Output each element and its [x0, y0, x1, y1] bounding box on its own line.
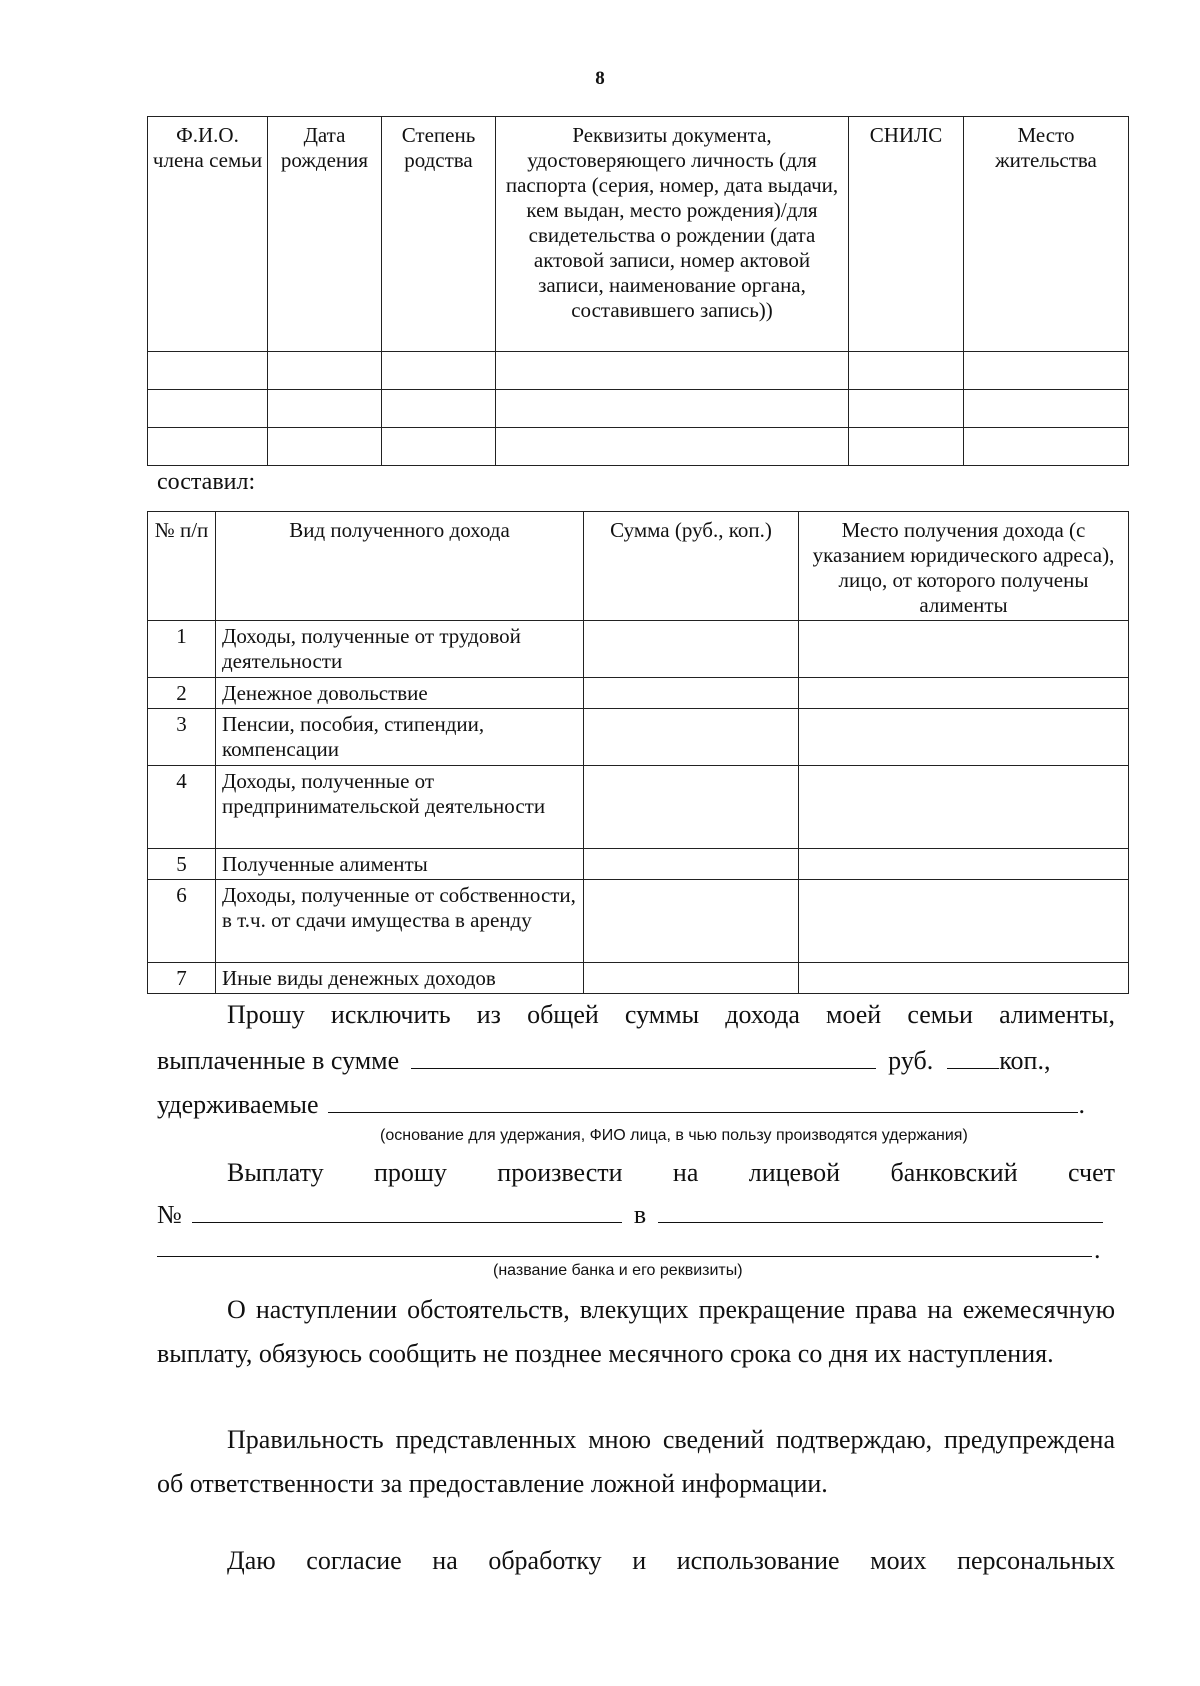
header-id-document: Реквизиты документа, удостоверяющего личность (для паспорта (серия, номер, дата выдачи, кем выдан, место рождения)/для свидетельства о рождении (дата актовой записи, номер актовой записи, наименование органа, составившего запись))	[496, 117, 849, 352]
row-number: 5	[148, 849, 216, 880]
header-birth-date: Дата рождения	[268, 117, 382, 352]
bank-caption: (название банка и его реквизиты)	[493, 1262, 743, 1279]
income-table	[147, 511, 1129, 994]
empty-cell[interactable]	[268, 352, 382, 390]
header-income-source: Место получения дохода (с указанием юридического адреса), лицо, от которого получены алименты	[799, 512, 1129, 621]
empty-cell[interactable]	[964, 390, 1129, 428]
account-number-field[interactable]	[192, 1198, 622, 1223]
row-number: 3	[148, 709, 216, 766]
empty-cell[interactable]	[496, 428, 849, 466]
row-number: 7	[148, 963, 216, 994]
empty-cell[interactable]	[496, 390, 849, 428]
source-cell[interactable]	[799, 709, 1129, 766]
kop-label: коп.,	[999, 1046, 1051, 1075]
alimony-amount-field[interactable]	[411, 1044, 876, 1069]
amount-cell[interactable]	[584, 963, 799, 994]
payment-request-line: Выплату прошу произвести на лицевой банковский счет	[227, 1158, 1115, 1187]
amount-cell[interactable]	[584, 766, 799, 849]
withheld-caption: (основание для удержания, ФИО лица, в чью пользу производятся удержания)	[380, 1127, 968, 1144]
header-amount: Сумма (руб., коп.)	[584, 512, 799, 621]
alimony-request-line: Прошу исключить из общей суммы дохода моей семьи алименты,	[227, 1000, 1115, 1029]
header-income-type: Вид полученного дохода	[216, 512, 584, 621]
rub-label: руб.	[888, 1046, 934, 1075]
table-row	[148, 621, 1129, 678]
header-snils: СНИЛС	[849, 117, 964, 352]
family-table-header-row	[148, 117, 1129, 352]
consent-paragraph: Даю согласие на обработку и использование моих персональных	[227, 1546, 1115, 1575]
amount-cell[interactable]	[584, 678, 799, 709]
income-type: Доходы, полученные от трудовой деятельности	[216, 621, 584, 678]
withheld-label: удерживаемые	[157, 1090, 319, 1119]
empty-cell[interactable]	[496, 352, 849, 390]
amount-cell[interactable]	[584, 880, 799, 963]
empty-cell[interactable]	[849, 390, 964, 428]
withheld-basis-field[interactable]	[328, 1088, 1078, 1113]
source-cell[interactable]	[799, 963, 1129, 994]
amount-cell[interactable]	[584, 709, 799, 766]
page-number: 8	[595, 68, 605, 89]
income-type: Доходы, полученные от предпринимательской деятельности	[216, 766, 584, 849]
header-relation: Степень родства	[382, 117, 496, 352]
source-cell[interactable]	[799, 678, 1129, 709]
empty-cell[interactable]	[849, 428, 964, 466]
in-label: в	[633, 1200, 647, 1229]
table-row	[148, 352, 1129, 390]
composed-label: составил:	[157, 469, 256, 495]
account-line	[157, 1198, 1115, 1230]
notify-paragraph: О наступлении обстоятельств, влекущих прекращение права на ежемесячную выплату, обязуюсь сообщить не позднее месячного срока со дня их наступления.	[157, 1295, 1115, 1368]
number-sign: №	[157, 1200, 182, 1229]
bank-details-field[interactable]	[157, 1232, 1092, 1257]
row-number: 6	[148, 880, 216, 963]
source-cell[interactable]	[799, 849, 1129, 880]
amount-cell[interactable]	[584, 621, 799, 678]
empty-cell[interactable]	[849, 352, 964, 390]
source-cell[interactable]	[799, 880, 1129, 963]
income-type: Пенсии, пособия, стипендии, компенсации	[216, 709, 584, 766]
row-number: 4	[148, 766, 216, 849]
table-row	[148, 709, 1129, 766]
income-type: Денежное довольствие	[216, 678, 584, 709]
row-number: 1	[148, 621, 216, 678]
table-row	[148, 678, 1129, 709]
source-cell[interactable]	[799, 621, 1129, 678]
paid-prefix: выплаченные в сумме	[157, 1046, 400, 1075]
bank-name-field[interactable]	[658, 1198, 1103, 1223]
empty-cell[interactable]	[148, 390, 268, 428]
header-fio: Ф.И.О. члена семьи	[148, 117, 268, 352]
empty-cell[interactable]	[268, 390, 382, 428]
row-number: 2	[148, 678, 216, 709]
income-type: Доходы, полученные от собственности, в т.ч. от сдачи имущества в аренду	[216, 880, 584, 963]
empty-cell[interactable]	[148, 352, 268, 390]
empty-cell[interactable]	[964, 428, 1129, 466]
empty-cell[interactable]	[382, 428, 496, 466]
empty-cell[interactable]	[382, 390, 496, 428]
table-row	[148, 849, 1129, 880]
table-row	[148, 880, 1129, 963]
income-table-header-row	[148, 512, 1129, 621]
table-row	[148, 428, 1129, 466]
header-residence: Место жительства	[964, 117, 1129, 352]
alimony-amount-line	[157, 1044, 1115, 1076]
income-type: Иные виды денежных доходов	[216, 963, 584, 994]
empty-cell[interactable]	[382, 352, 496, 390]
amount-cell[interactable]	[584, 849, 799, 880]
source-cell[interactable]	[799, 766, 1129, 849]
confirm-paragraph: Правильность представленных мною сведений подтверждаю, предупреждена об ответственности за предоставление ложной информации.	[157, 1425, 1115, 1498]
table-row	[148, 766, 1129, 849]
empty-cell[interactable]	[148, 428, 268, 466]
income-type: Полученные алименты	[216, 849, 584, 880]
kopeck-field[interactable]	[947, 1044, 999, 1069]
empty-cell[interactable]	[964, 352, 1129, 390]
table-row	[148, 390, 1129, 428]
header-number: № п/п	[148, 512, 216, 621]
family-members-table	[147, 116, 1129, 466]
withheld-line: удерживаемые .	[157, 1090, 1085, 1119]
table-row	[148, 963, 1129, 994]
empty-cell[interactable]	[268, 428, 382, 466]
